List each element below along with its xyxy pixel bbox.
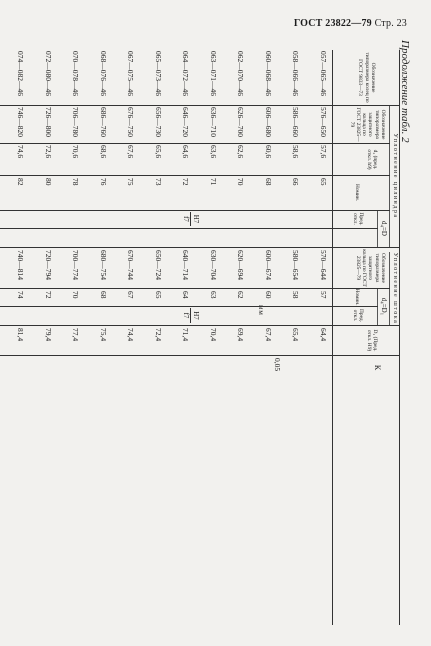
col-sep-6 (0, 247, 400, 248)
cell-designation-gost9833: 063—071—46 (209, 51, 218, 96)
cell-designation-cylinder: 686—760 (99, 107, 108, 137)
table-row (180, 50, 192, 625)
cell-nomin-rod: 74 (16, 291, 26, 299)
cell-D1-value: 74,4 (126, 328, 136, 342)
cell-nomin-rod: 62 (236, 291, 246, 299)
col-sep-9 (0, 325, 400, 326)
col-sep-2 (0, 143, 390, 144)
header-nomin-rod: Номин. (354, 288, 360, 306)
header-designation-gost9833: Обозначение типоразмера колец по ГОСТ 9833—73 (357, 52, 376, 103)
cell-nomin-rod: 57 (319, 291, 328, 299)
cell-designation-cylinder: 726—800 (44, 107, 53, 137)
cell-designation-rod: 620—694 (236, 250, 246, 280)
cell-designation-cylinder: 676—750 (126, 107, 136, 137)
cell-D1-value: 77,4 (71, 328, 81, 342)
table-row (15, 50, 27, 625)
cell-nomin-cylinder: 78 (71, 178, 81, 186)
cell-d4-value: 58,6 (291, 145, 301, 159)
cell-D1-value: 70,4 (209, 328, 218, 342)
cell-designation-gost9833: 074—082—46 (16, 51, 26, 96)
cell-nomin-cylinder: 73 (154, 178, 163, 186)
cell-designation-rod: 740—814 (16, 250, 26, 280)
cell-designation-gost9833: 060—068—46 (264, 51, 273, 96)
table-row (98, 50, 110, 625)
standard-number: ГОСТ 23822—79 (293, 18, 372, 29)
cell-nomin-cylinder: 71 (209, 178, 218, 186)
cell-designation-cylinder: 606—680 (264, 107, 273, 137)
cell-designation-gost9833: 068—076—46 (99, 51, 108, 96)
table-row (235, 50, 247, 625)
cell-nomin-rod: 67 (126, 291, 136, 299)
cell-nomin-cylinder: 72 (181, 178, 191, 186)
cell-designation-rod: 720—794 (44, 250, 53, 280)
cell-designation-cylinder: 586—660 (291, 107, 301, 137)
cell-D1-value: 64,4 (319, 328, 328, 342)
header-d4: d₄ (пред. откл. h9) (365, 149, 378, 170)
cell-nomin-cylinder: 80 (44, 178, 53, 186)
header-D1: D₁ (Пред. откл. H9) (365, 329, 378, 352)
table-row (43, 50, 55, 625)
cell-designation-rod: 670—744 (126, 250, 136, 280)
cell-designation-gost9833: 058—066—46 (291, 51, 301, 96)
cell-nomin-rod: 64 (181, 291, 191, 299)
cell-designation-rod: 680—754 (99, 250, 108, 280)
cell-D1-value: 79,4 (44, 328, 53, 342)
cell-D1-value: 67,4 (264, 328, 273, 342)
unit-mark: мм (257, 305, 265, 316)
cell-D1-value: 69,4 (236, 328, 246, 342)
tolerance-rod-top: H7 (192, 311, 200, 320)
header-d4-equals-D: d₄=D (380, 221, 388, 236)
tolerance-rod-bottom: f7 (182, 312, 190, 319)
running-head (294, 18, 407, 29)
cell-designation-rod: 600—674 (264, 250, 273, 280)
cell-designation-rod: 640—714 (181, 250, 191, 280)
cell-designation-cylinder: 636—710 (209, 107, 218, 137)
cell-designation-rod: 630—704 (209, 250, 218, 280)
header-pred-cylinder: Пред. откл. (351, 212, 364, 226)
cell-nomin-rod: 63 (209, 291, 218, 299)
cell-designation-cylinder: 646—720 (181, 107, 191, 137)
cell-nomin-rod: 65 (154, 291, 163, 299)
cell-nomin-rod: 68 (99, 291, 108, 299)
cell-d4-value: 60,6 (264, 145, 273, 159)
table-row (318, 50, 330, 625)
header-designation-rod: Обозначение типоразмера защитного кольца по ГОСТ 23825—79 (354, 249, 386, 287)
cell-designation-rod: 650—724 (154, 250, 163, 280)
table-row (125, 50, 137, 625)
cell-d4-value: 62,6 (236, 145, 246, 159)
cell-d4-value: 68,6 (99, 145, 108, 159)
header-bottom-rule (332, 50, 333, 625)
col-sep-3 (0, 175, 390, 176)
cell-designation-rod: 580—654 (291, 250, 301, 280)
cell-nomin-rod: 60 (264, 291, 273, 299)
cell-D1-value: 71,4 (181, 328, 191, 342)
cell-designation-cylinder: 706—780 (71, 107, 81, 137)
cell-nomin-rod: 58 (291, 291, 301, 299)
tolerance-cylinder-bottom: f7 (182, 216, 190, 222)
table-row (70, 50, 82, 625)
header-pred-rod: Пред. откл. (351, 308, 364, 322)
header-d4-equals-D1: d₄=D₁ (380, 297, 388, 316)
cell-d4-value: 57,6 (319, 145, 328, 159)
k-value: 0,05 (273, 358, 282, 372)
cell-designation-cylinder: 656—730 (154, 107, 163, 137)
table-row (208, 50, 220, 625)
cell-d4-value: 63,6 (209, 145, 218, 159)
table-top-border (399, 50, 400, 625)
header-nomin-cylinder: Номин. (354, 183, 360, 201)
cell-designation-gost9833: 070—078—46 (71, 51, 81, 96)
cell-d4-value: 72,6 (44, 145, 53, 159)
cell-nomin-cylinder: 76 (99, 178, 108, 186)
cell-nomin-cylinder: 66 (291, 178, 301, 186)
tolerance-cylinder-top: H7 (192, 214, 200, 224)
cell-d4-value: 65,6 (154, 145, 163, 159)
cell-designation-gost9833: 064—072—46 (181, 51, 191, 96)
cell-designation-gost9833: 072—080—46 (44, 51, 53, 96)
cell-d4-value: 70,6 (71, 145, 81, 159)
col-sep-10 (0, 355, 400, 356)
cell-nomin-cylinder: 68 (264, 178, 273, 186)
cell-designation-rod: 700—774 (71, 250, 81, 280)
table-row (153, 50, 165, 625)
cell-d4-value: 74,6 (16, 145, 26, 159)
header-group-cylinder: Уплотнение цилиндра (392, 133, 398, 219)
cell-D1-value: 75,4 (99, 328, 108, 342)
table-row (263, 50, 275, 625)
cell-designation-gost9833: 062—070—46 (236, 51, 246, 96)
rotated-table (16, 50, 400, 625)
header-group-rod: Уплотнение штока (392, 252, 398, 325)
cell-nomin-cylinder: 70 (236, 178, 246, 186)
header-designation-cylinder: Обозначение типоразмера защитного кольца по ГОСТ 23825—79 (348, 107, 386, 142)
cell-designation-rod: 570—644 (319, 250, 328, 280)
cell-designation-cylinder: 576—650 (319, 107, 328, 137)
cell-nomin-rod: 70 (71, 291, 81, 299)
cell-D1-value: 72,4 (154, 328, 163, 342)
col-sep-7 (0, 288, 390, 289)
cell-designation-gost9833: 057—065—46 (319, 51, 328, 96)
cell-d4-value: 67,6 (126, 145, 136, 159)
cell-d4-value: 64,6 (181, 145, 191, 159)
table-row (290, 50, 302, 625)
cell-nomin-rod: 72 (44, 291, 53, 299)
cell-designation-gost9833: 065—073—46 (154, 51, 163, 96)
col-sep-1 (0, 105, 400, 106)
header-K: К (373, 364, 382, 371)
cell-designation-gost9833: 067—075—46 (126, 51, 136, 96)
cell-designation-cylinder: 626—700 (236, 107, 246, 137)
cell-nomin-cylinder: 82 (16, 178, 26, 186)
cell-designation-cylinder: 746—820 (16, 107, 26, 137)
table-caption: Продолжение табл. 2 (399, 40, 411, 143)
cell-nomin-cylinder: 75 (126, 178, 136, 186)
cell-D1-value: 81,4 (16, 328, 26, 342)
cell-nomin-cylinder: 65 (319, 178, 328, 186)
cell-D1-value: 65,4 (291, 328, 301, 342)
group-header-rule-cylinder (389, 105, 390, 247)
page-number: Стр. 23 (374, 18, 407, 29)
